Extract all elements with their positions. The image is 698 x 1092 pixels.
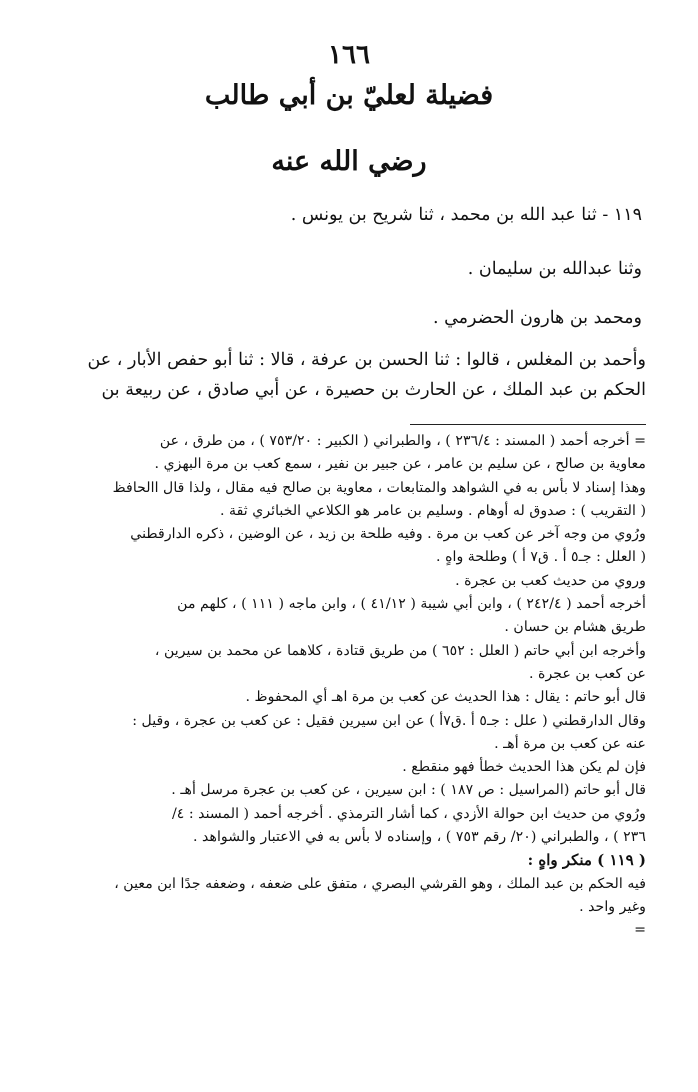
footnote-line: ورُوي من حديث ابن حوالة الأزدي ، كما أشار الترمذي . أخرجه أحمد ( المسند : ٤/ <box>171 805 646 822</box>
footnote-line: ورُوي من وجه آخر عن كعب بن مرة . وفيه طلحة بن زيد ، عن الوضين ، ذكره الدارقطني <box>130 526 646 543</box>
footnote-continuation-mark: = <box>634 922 646 939</box>
footnote-line: عن كعب بن عجرة . <box>529 665 646 682</box>
page-number: ١٦٦ <box>328 40 370 70</box>
footnote-line: ٢٣٦ ) ، والطبراني (٢٠/ رقم ٧٥٣ ) ، وإسناده لا بأس به في الاعتبار والشواهد . <box>193 829 646 846</box>
footnotes <box>48 430 646 943</box>
footnote-line: عنه عن كعب بن مرة أهـ . <box>494 735 646 752</box>
hadith-line-3: ومحمد بن هارون الحضرمي . <box>432 308 642 328</box>
footnote-line: = أخرجه أحمد ( المسند : ٢٣٦/٤ ) ، والطبراني ( الكبير : ٧٥٣/٢٠ ) ، من طرق ، عن <box>159 433 646 449</box>
footnote-line: ( التقريب ) : صدوق له أوهام . وسليم بن عامر هو الكلاعي الخبائري ثقة . <box>219 502 646 519</box>
chapter-title: فضيلة لعليّ بن أبي طالب <box>204 80 494 111</box>
footnote-line: فيه الحكم بن عبد الملك ، وهو القرشي البصري ، متفق على ضعفه ، وضعفه جدًا ابن معين ، <box>114 875 646 892</box>
footnote-line: وهذا إسناد لا بأس به في الشواهد والمتابعات ، معاوية بن صالح فيه مقال ، ولذا قال االحافظ <box>112 479 646 496</box>
hadith-line-4 <box>48 345 646 405</box>
footnote-line: أخرجه أحمد ( ٢٤٢/٤ ) ، وابن أبي شيبة ( ٤١/١٢ ) ، وابن ماجه ( ١١١ ) ، كلهم من <box>177 596 646 613</box>
footnote-separator <box>410 424 646 425</box>
footnote-line: وغير واحد . <box>579 898 646 915</box>
footnote-line: قال أبو حاتم : يقال : هذا الحديث عن كعب بن مرة اهـ أي المحفوظ . <box>245 689 646 706</box>
footnote-line: طريق هشام بن حسان . <box>504 619 646 636</box>
footnote-line: فإن لم يكن هذا الحديث خطأ فهو منقطع . <box>402 759 646 776</box>
footnote-line: قال أبو حاتم (المراسيل : ص ١٨٧ ) : ابن سيرين ، عن كعب بن عجرة مرسل أهـ . <box>171 782 646 799</box>
footnote-line: وقال الدارقطني ( علل : جـ٥ أ .ق٧أ ) عن ابن سيرين فقيل : عن كعب بن عجرة ، وقيل : <box>132 712 646 729</box>
footnote-line: معاوية بن صالح ، عن سليم بن عامر ، عن جبير بن نفير ، سمع كعب بن مرة البهزي . <box>154 456 646 473</box>
hadith-line-4b: الحكم بن عبد الملك ، عن الحارث بن حصيرة ، عن أبي صادق ، عن ربيعة بن <box>101 380 646 400</box>
hadith-line-4a: وأحمد بن المغلس ، قالوا : ثنا الحسن بن عرفة ، قالا : ثنا أبو حفص الأبار ، عن <box>87 350 646 370</box>
hadith-line-1: ١١٩ - ثنا عبد الله بن محمد ، ثنا شريح بن يونس . <box>290 205 642 225</box>
footnote-line: ( العلل : جـ٥ أ . ق٧ أ ) وطلحة واهٍ . <box>436 549 646 566</box>
footnote-heading: ( ١١٩ ) منكر واهٍ : <box>527 851 646 870</box>
footnote-line: وأخرجه ابن أبي حاتم ( العلل : ٦٥٢ ) من طريق قتادة ، كلاهما عن محمد بن سيرين ، <box>154 642 646 659</box>
hadith-line-2: وثنا عبدالله بن سليمان . <box>467 259 642 279</box>
chapter-subtitle: رضي الله عنه <box>271 146 427 177</box>
footnote-line: وروي من حديث كعب بن عجرة . <box>455 572 646 589</box>
